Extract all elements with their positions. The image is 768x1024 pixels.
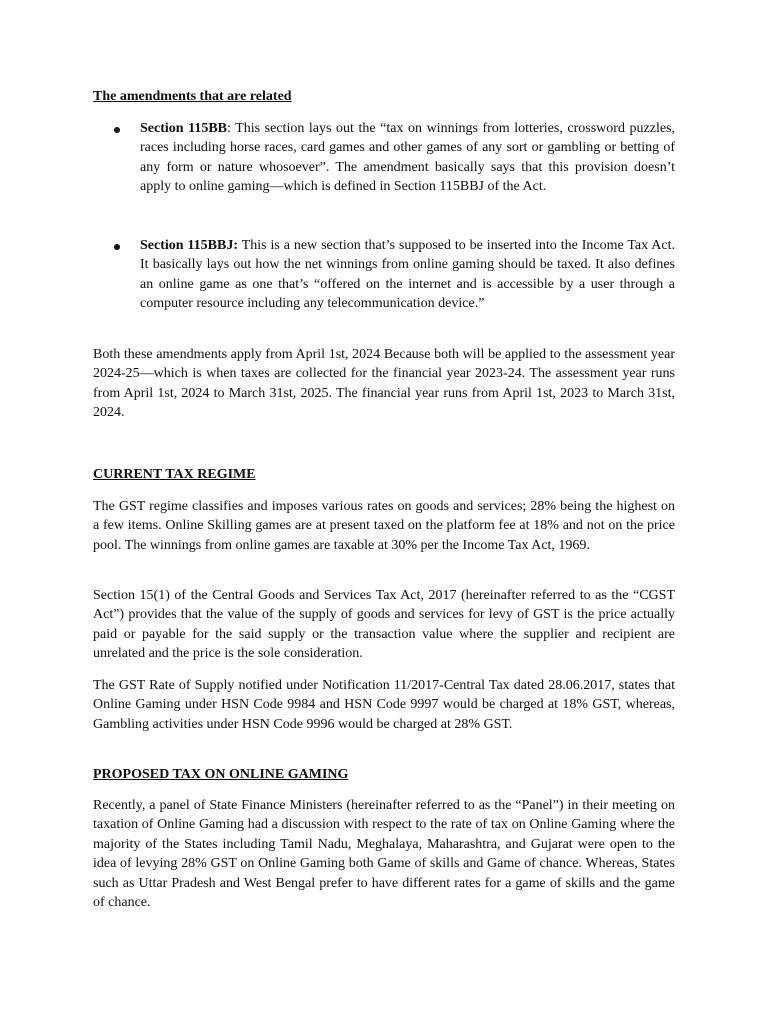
panel-meeting-paragraph: Recently, a panel of State Finance Ministers (hereinafter referred to as the “Panel”) in their meeting on taxation of Online Gaming had a discussion with respect to the rate of tax on Online Gaming where the majority of the States including Tamil Nadu, Meghalaya, Maharashtra, and Gujarat were open to the idea of levying 28% GST on Online Gaming both Game of skills and Game of chance. Whereas, States such as Uttar Pradesh and West Bengal prefer to have different rates for a game of skills and the game of chance.: [93, 798, 675, 911]
bullet-dot-icon: [114, 127, 120, 133]
amendments-summary-paragraph: Both these amendments apply from April 1st, 2024 Because both will be applied to the assessment year 2024-25—which is when taxes are collected for the financial year 2023-24. The assessment year runs from April 1st, 2024 to March 31st, 2025. The financial year runs from April 1st, 2023 to March 31st, 2024.: [93, 347, 675, 421]
gst-regime-paragraph: The GST regime classifies and imposes various rates on goods and services; 28% being the highest on a few items. Online Skilling games are at present taxed on the platform fee at 18% and not on the price pool. The winnings from online games are taxable at 30% per the Income Tax Act, 1969.: [93, 499, 675, 553]
amendments-heading: The amendments that are related: [93, 89, 292, 104]
bullet-item-115bb: [93, 119, 675, 197]
bullet-term: Section 115BB: [140, 121, 228, 136]
bullet-item-115bbj: [93, 236, 675, 314]
bullet-body: : This section lays out the “tax on winnings from lotteries, crossword puzzles, races including horse races, card games and other games of any sort or gambling or betting of any form or nature whosoever”. The amendment basically says that this provision doesn’t apply to online gaming—which is defined in Section 115BBJ of the Act.: [140, 121, 675, 195]
proposed-tax-heading: PROPOSED TAX ON ONLINE GAMING: [93, 767, 349, 782]
bullet-term: Section 115BBJ:: [140, 238, 239, 253]
current-tax-regime-heading: CURRENT TAX REGIME: [93, 467, 256, 482]
bullet-body: This is a new section that’s supposed to be inserted into the Income Tax Act. It basically lays out how the net winnings from online gaming should be taxed. It also defines an online game as one that’s “offered on the internet and is accessible by a user through a computer resource including any telecommunication device.”: [140, 238, 675, 312]
bullet-text: [140, 236, 675, 314]
cgst-act-paragraph: Section 15(1) of the Central Goods and Services Tax Act, 2017 (hereinafter referred to as the “CGST Act”) provides that the value of the supply of goods and services for levy of GST is the price actually paid or payable for the said supply or the transaction value where the supplier and recipient are unrelated and the price is the sole consideration.: [93, 588, 675, 662]
gst-rate-paragraph: The GST Rate of Supply notified under Notification 11/2017-Central Tax dated 28.06.2017, states that Online Gaming under HSN Code 9984 and HSN Code 9997 would be charged at 18% GST, whereas, Gambling activities under HSN Code 9996 would be charged at 28% GST.: [93, 678, 675, 732]
bullet-dot-icon: [114, 244, 120, 250]
bullet-text: [140, 119, 675, 197]
